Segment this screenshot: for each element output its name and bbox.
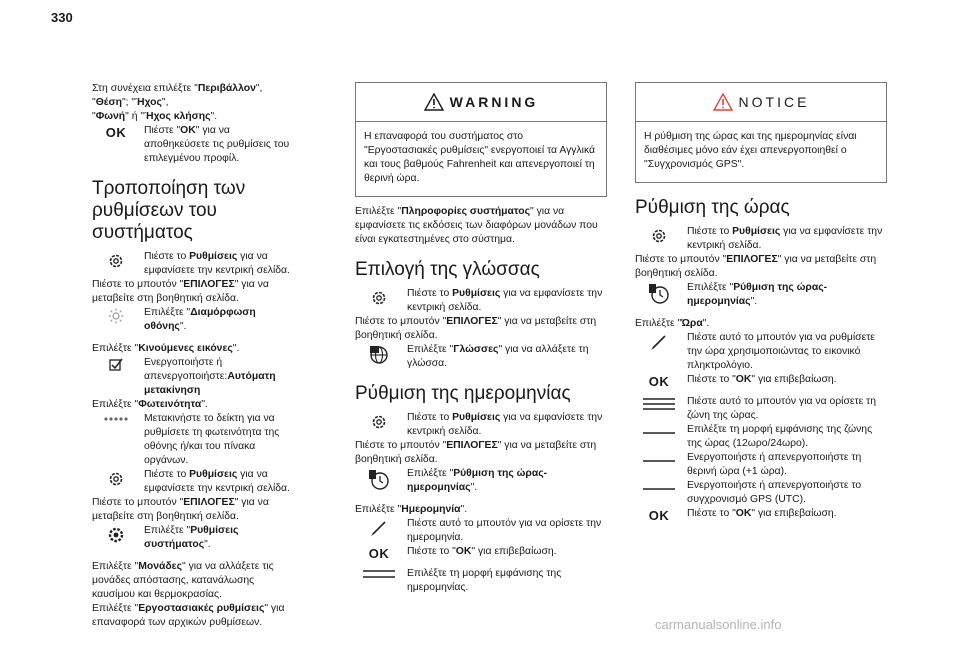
ok-icon[interactable]: OK [368,546,390,561]
auto-scroll-step: Ενεργοποιήστε ή απενεργοποιήστε:Αυτόματη μετακίνηση [92,356,298,398]
list-icon[interactable] [642,397,676,411]
clock-icon[interactable] [368,469,390,491]
warning-box [355,82,607,197]
gear-icon[interactable] [107,252,125,270]
ok-step: OK Πιέστε "OK" για να αποθηκεύσετε τις ρυθμίσεις του επιλεγμένου προφίλ. [105,125,290,164]
pencil-icon[interactable] [370,519,388,537]
time-gps-step: Ενεργοποιήστε ή απενεργοποιήστε το συγχρονισμό GPS (UTC). [635,479,887,507]
date-options-step: Πιέστε το μπουτόν "ΕΠΙΛΟΓΕΣ" για να μεταβείτε στη βοηθητική σελίδα. [355,440,597,465]
pencil-icon[interactable] [650,333,668,351]
date-settings-step: Πιέστε το Ρυθμίσεις για να εμφανίσετε την κεντρική σελίδα. [355,411,607,439]
cog-icon[interactable] [107,526,125,544]
warning-text: Η επαναφορά του συστήματος στο "Εργοστασιακές ρυθμίσεις" ενεργοποιεί τα Αγγλικά και τους βαθμούς Fahrenheit και απενεργοποιεί τη θερινή ώρα. [364,131,596,184]
date-ok-step: OK Πιέστε το "OK" για επιβεβαίωση. [368,546,557,561]
column-2 [355,82,607,595]
settings-step: Πιέστε το Ρυθμίσεις για να εμφανίσετε την κεντρική σελίδα. [92,250,298,278]
notice-triangle-icon [713,93,733,111]
system-info-step: Επιλέξτε "Πληροφορίες συστήματος" για να εμφανίσετε τις εκδόσεις των διαφόρων μονάδων που είναι εγκατεστημένες στο σύστημα. [355,206,598,245]
time-zone-step: Πιέστε αυτό το μπουτόν για να ορίσετε τη ζώνη της ώρας. [635,395,887,423]
settings-step-2: Πιέστε το Ρυθμίσεις για να εμφανίσετε την κεντρική σελίδα. [92,468,298,496]
time-settings-step: Πιέστε το Ρυθμίσεις για να εμφανίσετε την κεντρική σελίδα. [635,225,887,253]
system-settings-step: Επιλέξτε "Ρυθμίσεις συστήματος". [92,524,298,552]
display-config-step: Επιλέξτε "Διαμόρφωση οθόνης". [92,306,298,334]
ok-icon[interactable]: OK [648,508,670,523]
column-3 [635,82,887,521]
section-heading-date: Ρύθμιση της ημερομηνίας [355,383,571,404]
gear-icon[interactable] [370,413,388,431]
time-dst-step: Ενεργοποιήστε ή απενεργοποιήστε τη θερινή ώρα (+1 ώρα). [635,451,887,479]
notice-title: NOTICE [738,94,810,110]
moving-images-step: Επιλέξτε "Κινούμενες εικόνες". [92,343,240,354]
brightness-icon[interactable] [108,308,124,324]
page-number: 330 [51,10,73,25]
slider-icon[interactable] [103,414,129,424]
brightness-step: Επιλέξτε "Φωτεινότητα". [92,399,208,410]
options-step-2: Πιέστε το μπουτόν "ΕΠΙΛΟΓΕΣ" για να μεταβείτε στη βοηθητική σελίδα. [92,497,269,522]
time-pencil-step: Πιέστε αυτό το μπουτόν για να ρυθμίσετε την ώρα χρησιμοποιώντας το εικονικό πληκτρολόγιο. [635,331,887,373]
lang-options-step: Πιέστε το μπουτόν "ΕΠΙΛΟΓΕΣ" για να μεταβείτε στη βοηθητική σελίδα. [355,316,597,341]
section-heading-system-settings: Τροποποίηση των ρυθμίσεων του συστήματος [92,178,246,243]
date-format-step: Επιλέξτε τη μορφή εμφάνισης της ημερομηνίας. [355,567,607,595]
profile-intro: Στη συνέχεια επιλέξτε "Περιβάλλον", "Θέση"; "Ήχος", "Φωνή" ή "Ήχος κλήσης". [92,83,263,122]
time-choose-step: Επιλέξτε "Ώρα". [635,318,710,329]
time-options-step: Πιέστε το μπουτόν "ΕΠΙΛΟΓΕΣ" για να μεταβείτε στη βοηθητική σελίδα. [635,254,877,279]
warning-title: WARNING [449,94,539,110]
ok-icon[interactable]: OK [105,125,127,140]
gear-icon[interactable] [650,227,668,245]
notice-box [635,82,887,183]
options-step: Πιέστε το μπουτόν "ΕΠΙΛΟΓΕΣ" για να μεταβείτε στη βοηθητική σελίδα. [92,279,269,304]
column-1 [92,82,298,630]
language-icon[interactable] [369,345,389,365]
list-icon[interactable] [642,481,676,491]
date-timedate-step: Επιλέξτε "Ρύθμιση της ώρας-ημερομηνίας". [355,467,607,495]
clock-icon[interactable] [648,283,670,305]
warning-triangle-icon [424,93,444,111]
date-pencil-step: Πιέστε αυτό το μπουτόν για να ορίσετε την ημερομηνία. [355,517,607,545]
section-heading-time: Ρύθμιση της ώρας [635,197,790,218]
gear-icon[interactable] [107,470,125,488]
gear-icon[interactable] [370,289,388,307]
time-ok-step: OK Πιέστε το "OK" για επιβεβαίωση. [648,374,837,389]
section-heading-language: Επιλογή της γλώσσας [355,259,540,280]
date-choose-step: Επιλέξτε "Ημερομηνία". [355,504,468,515]
factory-step: Επιλέξτε "Εργοστασιακές ρυθμίσεις" για επαναφορά των αρχικών ρυθμίσεων. [92,603,285,628]
units-step: Επιλέξτε "Μονάδες" για να αλλάξετε τις μονάδες απόστασης, κατανάλωσης καυσίμου και θερμοκρασίας. [92,561,274,600]
checkbox-icon[interactable] [109,358,123,372]
notice-text: Η ρύθμιση της ώρας και της ημερομηνίας είναι διαθέσιμες μόνο εάν έχει απενεργοποιηθεί ο "Συγχρονισμός GPS". [644,131,857,170]
lang-select-step: Επιλέξτε "Γλώσσες" για να αλλάξετε τη γλώσσα. [355,343,607,371]
list-icon[interactable] [362,569,396,579]
time-ok2-step: OK Πιέστε το "OK" για επιβεβαίωση. [648,508,837,523]
watermark: carmanualsonline.info [655,617,782,632]
ok-icon[interactable]: OK [648,374,670,389]
time-timedate-step: Επιλέξτε "Ρύθμιση της ώρας-ημερομηνίας". [635,281,887,309]
slider-step: Μετακινήστε το δείκτη για να ρυθμίσετε τη φωτεινότητα της οθόνης ή/και του πίνακα οργάνων. [92,412,298,468]
list-icon[interactable] [642,425,676,435]
time-format-step: Επιλέξτε τη μορφή εμφάνισης της ζώνης της ώρας (12ωρο/24ωρο). [635,423,887,451]
list-icon[interactable] [642,453,676,463]
lang-settings-step: Πιέστε το Ρυθμίσεις για να εμφανίσετε την κεντρική σελίδα. [355,287,607,315]
